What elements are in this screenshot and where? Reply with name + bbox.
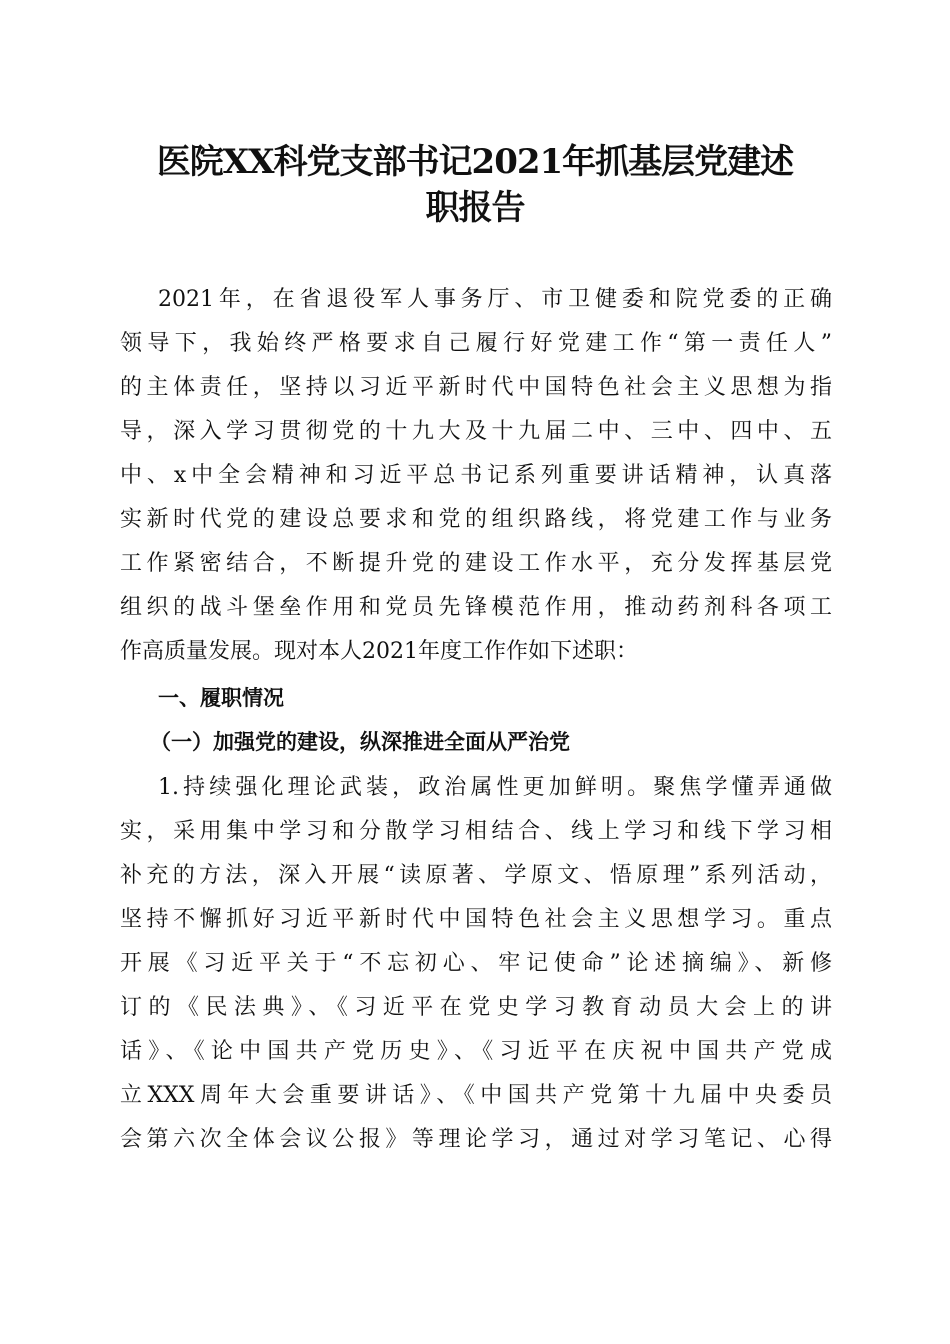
intro-line: 2021年，在省退役军人事务厅、市卫健委和院党委的正确 [158, 287, 832, 312]
subsection-heading: （一）加强党的建设，纵深推进全面从严治党 [150, 730, 570, 754]
item-line: 补充的方法，深入开展“读原著、学原文、悟原理”系列活动， [120, 863, 832, 888]
document-title-line-2: 职报告 [425, 188, 525, 228]
item-line: 坚持不懈抓好习近平新时代中国特色社会主义思想学习。重点 [120, 907, 832, 932]
item-line: 订的《民法典》、《习近平在党史学习教育动员大会上的讲 [120, 995, 832, 1020]
item-line: 立XXX周年大会重要讲话》、《中国共产党第十九届中央委员 [120, 1083, 832, 1108]
item-line: 1.持续强化理论武装，政治属性更加鲜明。聚焦学懂弄通做 [158, 775, 832, 800]
document-title-line-1: 医院XX科党支部书记2021年抓基层党建述 [156, 142, 794, 182]
intro-line: 实新时代党的建设总要求和党的组织路线，将党建工作与业务 [120, 507, 832, 532]
intro-line: 导，深入学习贯彻党的十九大及十九届二中、三中、四中、五 [120, 419, 832, 444]
item-line: 实，采用集中学习和分散学习相结合、线上学习和线下学习相 [120, 819, 832, 844]
intro-line: 领导下，我始终严格要求自己履行好党建工作“第一责任人” [120, 331, 832, 356]
intro-line: 作高质量发展。现对本人2021年度工作作如下述职： [120, 639, 638, 664]
item-line: 会第六次全体会议公报》等理论学习，通过对学习笔记、心得 [120, 1127, 832, 1152]
intro-line: 的主体责任，坚持以习近平新时代中国特色社会主义思想为指 [120, 375, 832, 400]
item-line: 开展《习近平关于“不忘初心、牢记使命”论述摘编》、新修 [120, 951, 832, 976]
item-line: 话》、《论中国共产党历史》、《习近平在庆祝中国共产党成 [120, 1039, 832, 1064]
intro-line: 组织的战斗堡垒作用和党员先锋模范作用，推动药剂科各项工 [120, 595, 832, 620]
section-heading: 一、履职情况 [158, 686, 284, 710]
intro-line: 中、x中全会精神和习近平总书记系列重要讲话精神，认真落 [120, 463, 832, 488]
intro-line: 工作紧密结合，不断提升党的建设工作水平，充分发挥基层党 [120, 551, 832, 576]
